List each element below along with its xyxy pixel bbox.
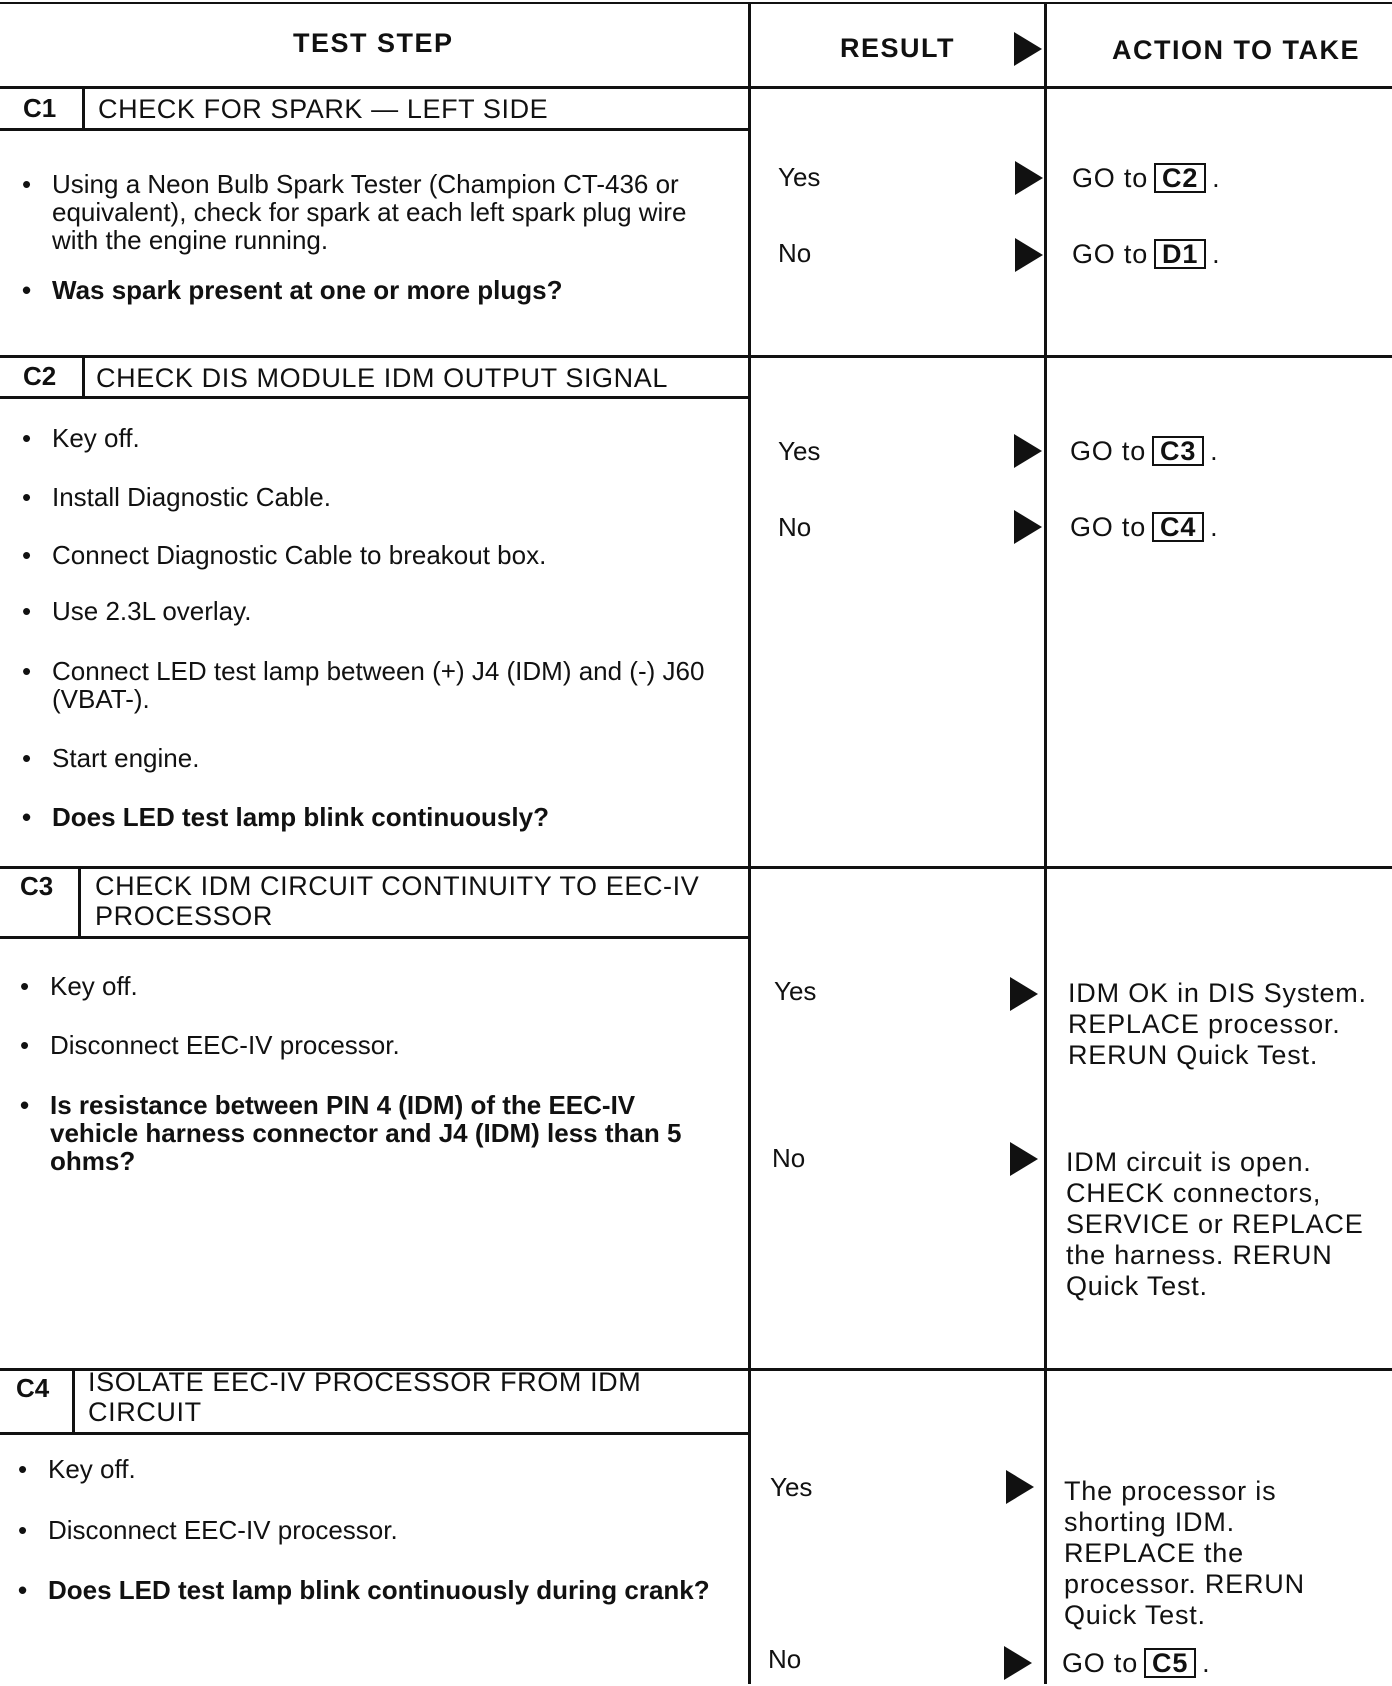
result-yes: Yes bbox=[774, 976, 817, 1006]
result-yes: Yes bbox=[778, 436, 821, 466]
action-text: IDM circuit is open. CHECK connectors, SERVICE or REPLACE the harness. RERUN Quick Test. bbox=[1066, 1147, 1364, 1301]
c2-id-divider bbox=[82, 357, 85, 398]
result-arrow-icon bbox=[1014, 434, 1042, 468]
step-id: C1 bbox=[23, 93, 57, 123]
step-instruction: • Key off. bbox=[22, 424, 732, 452]
step-instruction: • Disconnect EEC-IV processor. bbox=[18, 1516, 728, 1544]
step-question: • Was spark present at one or more plugs? bbox=[22, 276, 732, 304]
action-goto-suffix: . bbox=[1212, 239, 1221, 269]
action-goto-suffix: . bbox=[1210, 436, 1219, 466]
action-goto-label: GO to bbox=[1070, 512, 1147, 542]
column-divider-test-step bbox=[748, 4, 751, 1684]
result-arrow-icon bbox=[1006, 1470, 1034, 1504]
step-instruction: • Start engine. bbox=[22, 744, 732, 772]
step-title: CHECK IDM CIRCUIT CONTINUITY TO EEC-IV PROCESSOR bbox=[95, 871, 700, 931]
header-rule bbox=[0, 86, 1392, 89]
step-title: CHECK FOR SPARK — LEFT SIDE bbox=[98, 94, 549, 124]
step-instruction: • Key off. bbox=[20, 972, 730, 1000]
c3-title-rule bbox=[0, 936, 748, 939]
result-arrow-icon bbox=[1010, 1142, 1038, 1176]
action-text: The processor is shorting IDM. REPLACE the processor. RERUN Quick Test. bbox=[1064, 1476, 1305, 1630]
action-goto-label: GO to bbox=[1062, 1648, 1139, 1678]
action-text: IDM OK in DIS System. REPLACE processor. RERUN Quick Test. bbox=[1068, 978, 1367, 1070]
step-title: CHECK DIS MODULE IDM OUTPUT SIGNAL bbox=[96, 363, 668, 393]
action-goto-label: GO to bbox=[1072, 163, 1149, 193]
action-goto bbox=[1072, 163, 1220, 194]
goto-step-badge: D1 bbox=[1154, 239, 1206, 269]
step-instruction: • Key off. bbox=[18, 1455, 728, 1483]
header-test-step: TEST STEP bbox=[293, 28, 454, 58]
step-instruction: • Connect LED test lamp between (+) J4 (IDM) and (-) J60 (VBAT-). bbox=[22, 657, 732, 713]
action-goto bbox=[1070, 436, 1218, 467]
result-no: No bbox=[772, 1143, 806, 1173]
action-goto bbox=[1070, 512, 1218, 543]
step-question: • Does LED test lamp blink continuously during crank? bbox=[18, 1576, 728, 1604]
result-no: No bbox=[778, 512, 812, 542]
step-instruction: • Disconnect EEC-IV processor. bbox=[20, 1031, 730, 1059]
c3-section-rule bbox=[0, 866, 1392, 869]
action-goto-suffix: . bbox=[1210, 512, 1219, 542]
result-no: No bbox=[768, 1644, 802, 1674]
result-arrow-icon bbox=[1010, 977, 1038, 1011]
top-rule bbox=[0, 2, 1392, 4]
goto-step-badge: C3 bbox=[1152, 436, 1204, 466]
result-arrow-icon bbox=[1014, 510, 1042, 544]
header-action: ACTION TO TAKE bbox=[1112, 35, 1360, 65]
goto-step-badge: C2 bbox=[1154, 163, 1206, 193]
column-divider-result bbox=[1044, 4, 1047, 1684]
step-question: • Does LED test lamp blink continuously? bbox=[22, 803, 732, 831]
step-title: ISOLATE EEC-IV PROCESSOR FROM IDM CIRCUIT bbox=[88, 1367, 642, 1427]
result-arrow-icon bbox=[1015, 161, 1043, 195]
step-id: C4 bbox=[16, 1373, 50, 1403]
action-goto bbox=[1062, 1648, 1210, 1679]
c2-section-rule bbox=[0, 355, 1392, 358]
step-instruction: • Use 2.3L overlay. bbox=[22, 597, 732, 625]
step-id: C2 bbox=[23, 361, 57, 391]
goto-step-badge: C4 bbox=[1152, 512, 1204, 542]
step-id: C3 bbox=[20, 871, 54, 901]
c1-id-divider bbox=[82, 88, 85, 128]
goto-step-badge: C5 bbox=[1144, 1648, 1196, 1678]
action-goto-suffix: . bbox=[1212, 163, 1221, 193]
result-arrow-icon bbox=[1004, 1646, 1032, 1680]
header-arrow-icon bbox=[1014, 32, 1042, 66]
result-no: No bbox=[778, 238, 812, 268]
step-question: • Is resistance between PIN 4 (IDM) of the EEC-IV vehicle harness connector and J4 (IDM) less than 5 ohms? bbox=[20, 1091, 730, 1175]
action-goto-suffix: . bbox=[1202, 1648, 1211, 1678]
step-instruction: • Using a Neon Bulb Spark Tester (Champion CT-436 or equivalent), check for spark at each left spark plug wire with the engine running. bbox=[22, 170, 732, 254]
step-instruction: • Connect Diagnostic Cable to breakout box. bbox=[22, 541, 732, 569]
action-goto bbox=[1072, 239, 1220, 270]
header-result: RESULT bbox=[840, 33, 955, 63]
c3-id-divider bbox=[78, 868, 81, 938]
action-goto-label: GO to bbox=[1072, 239, 1149, 269]
result-arrow-icon bbox=[1015, 238, 1043, 272]
result-yes: Yes bbox=[778, 162, 821, 192]
c4-title-rule bbox=[0, 1432, 748, 1435]
c2-title-rule bbox=[0, 396, 748, 399]
c1-title-rule bbox=[0, 128, 748, 131]
step-instruction: • Install Diagnostic Cable. bbox=[22, 483, 732, 511]
c4-id-divider bbox=[72, 1370, 75, 1434]
result-yes: Yes bbox=[770, 1472, 813, 1502]
action-goto-label: GO to bbox=[1070, 436, 1147, 466]
